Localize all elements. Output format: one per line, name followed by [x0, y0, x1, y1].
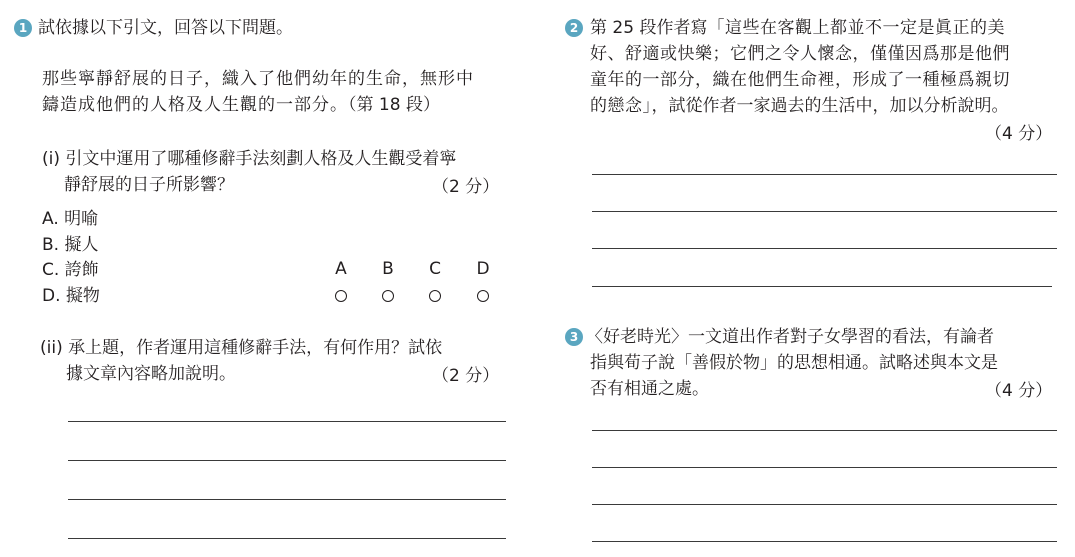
q3-line3: 否有相通之處。: [590, 379, 709, 399]
question-number-2: 2: [565, 19, 583, 37]
answer-line[interactable]: [592, 211, 1057, 212]
answer-line[interactable]: [592, 504, 1057, 505]
answer-line[interactable]: [592, 174, 1057, 175]
answer-line[interactable]: [68, 460, 506, 461]
q2-quote-start: 「這些在客觀上都並不一定是眞正的美: [707, 18, 1005, 38]
q3-line2: 指與荀子說「善假於物」的思想相通。試略述與本文是: [590, 353, 998, 373]
answer-line[interactable]: [592, 467, 1057, 468]
q1-part-ii-score: （2 分）: [432, 366, 500, 386]
choice-letter-d: D: [476, 259, 490, 279]
q1-quote-reference: （第 18 段）: [348, 95, 440, 115]
answer-line[interactable]: [592, 430, 1057, 431]
q3-line1: 〈好老時光〉一文道出作者對子女學習的看法，有論者: [586, 327, 994, 347]
answer-line[interactable]: [68, 499, 506, 500]
option-a: A. 明喻: [42, 209, 99, 229]
option-c: C. 誇飾: [42, 260, 99, 280]
q1-quote-text: 鑄造成他們的人格及人生觀的一部分。: [42, 95, 348, 115]
q1-quote-line1: 那些寧靜舒展的日子，織入了他們幼年的生命，無形中: [42, 69, 474, 89]
q2-line3: 童年的一部分，織在他們生命裡，形成了一種極爲親切: [590, 70, 1010, 90]
answer-line[interactable]: [592, 286, 1052, 287]
q1-part-ii-line2: 據文章內容略加說明。: [66, 364, 236, 384]
q2-quote-end: 的戀念」: [590, 96, 652, 116]
choice-letter-b: B: [382, 259, 394, 279]
q2-score: （4 分）: [985, 124, 1053, 144]
q3-score: （4 分）: [985, 381, 1053, 401]
q2-line4: [590, 93, 1009, 119]
q1-part-i-score: （2 分）: [432, 177, 500, 197]
question-number-1: 1: [14, 19, 32, 37]
q2-line1: [590, 15, 1005, 41]
answer-line[interactable]: [592, 248, 1057, 249]
q2-lead: 第 25 段作者寫: [590, 18, 708, 38]
q1-prompt: 試依據以下引文，回答以下問題。: [38, 18, 293, 38]
choice-letter-a: A: [335, 259, 347, 279]
option-b: B. 擬人: [42, 235, 99, 255]
answer-line[interactable]: [68, 538, 506, 539]
answer-bubble-d[interactable]: [477, 290, 489, 302]
answer-bubble-b[interactable]: [382, 290, 394, 302]
answer-bubble-a[interactable]: [335, 290, 347, 302]
answer-bubble-c[interactable]: [429, 290, 441, 302]
answer-line[interactable]: [68, 421, 506, 422]
question-number-3: 3: [565, 328, 583, 346]
option-d: D. 擬物: [42, 286, 100, 306]
q1-quote-line2: [42, 92, 440, 118]
answer-line[interactable]: [592, 541, 1057, 542]
q1-part-ii-line1: (ii) 承上題，作者運用這種修辭手法，有何作用？試依: [40, 338, 443, 358]
q1-part-i-line1: (i) 引文中運用了哪種修辭手法刻劃人格及人生觀受着寧: [42, 149, 457, 169]
q1-part-i-line2: 靜舒展的日子所影響？: [64, 175, 234, 195]
q2-line2: 好、舒適或快樂；它們之令人懷念，僅僅因爲那是他們: [590, 44, 1010, 64]
choice-letter-c: C: [429, 259, 441, 279]
q2-instruction: ，試從作者一家過去的生活中，加以分析說明。: [651, 96, 1009, 116]
